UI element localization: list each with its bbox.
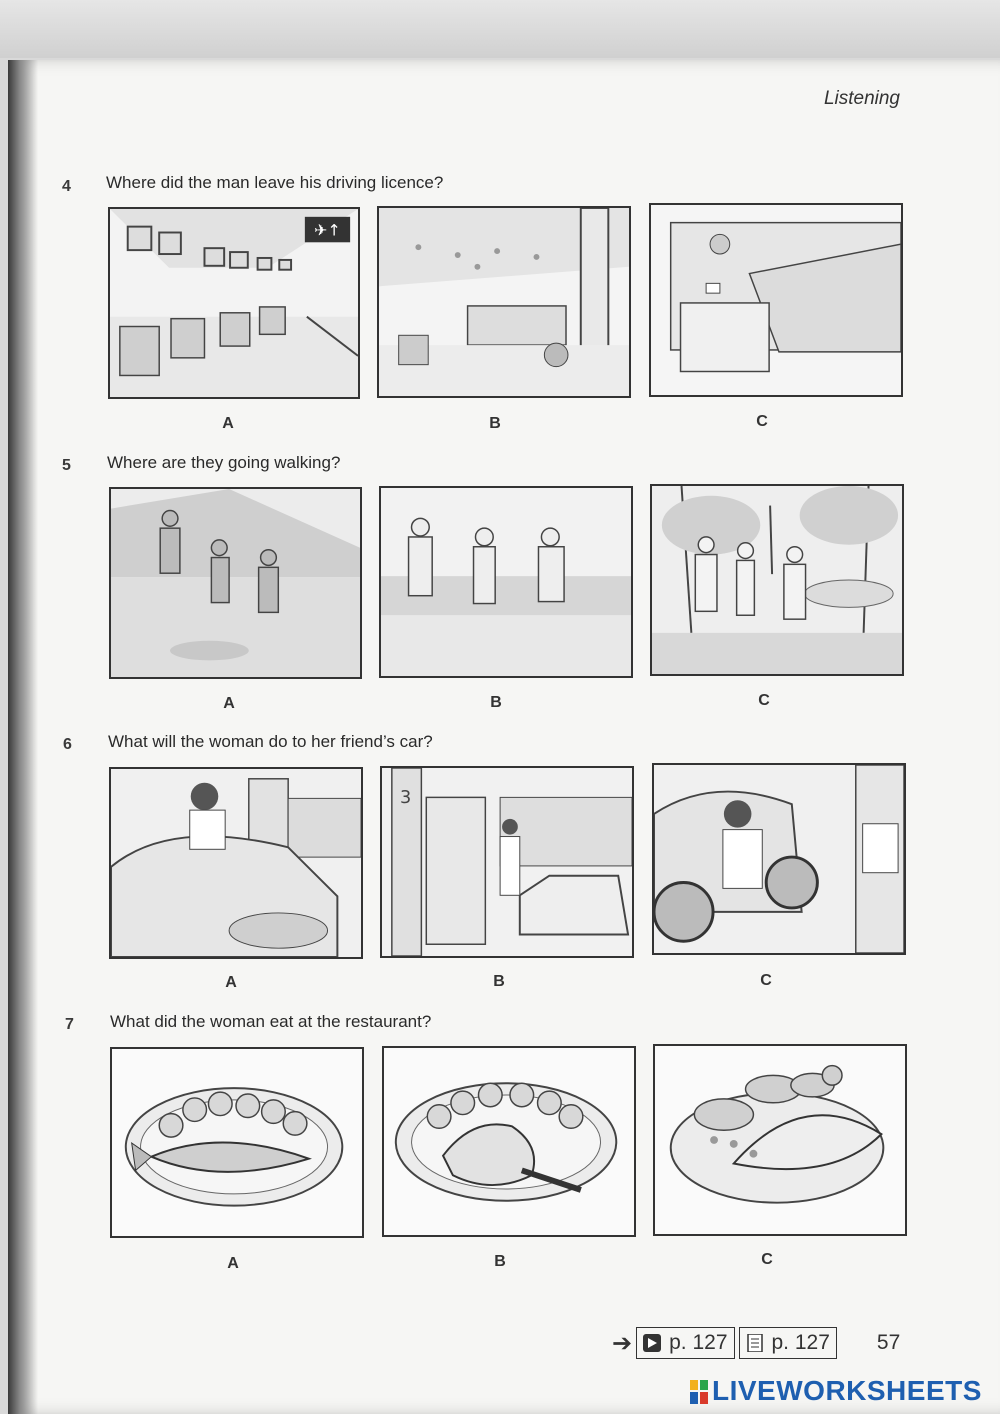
option-label: A	[222, 415, 234, 432]
script-reference[interactable]	[739, 1327, 837, 1359]
page-number: 57	[876, 1331, 901, 1354]
question-number: 7	[65, 1016, 74, 1033]
check-tyres-icon[interactable]	[652, 763, 906, 955]
audio-track-icon	[643, 1334, 661, 1352]
question-number: 6	[63, 736, 72, 753]
forest-walk-icon[interactable]	[650, 484, 904, 676]
option-label: B	[489, 415, 501, 432]
fill-petrol-icon[interactable]	[380, 766, 634, 958]
top-margin	[0, 0, 1000, 58]
option-label: B	[493, 973, 505, 990]
question-text: What did the woman eat at the restaurant?	[110, 1012, 432, 1031]
script-reference-page: p. 127	[771, 1331, 830, 1354]
option-label: A	[223, 695, 235, 712]
svg-text:✈↑: ✈↑	[314, 220, 341, 240]
option-label: B	[490, 694, 502, 711]
svg-text:3: 3	[399, 788, 412, 809]
watermark-text: LIVEWORKSHEETS	[712, 1375, 982, 1406]
fish-plate-icon[interactable]	[110, 1047, 364, 1238]
option-label: A	[227, 1255, 239, 1272]
option-label: B	[494, 1253, 506, 1270]
audio-reference[interactable]	[636, 1327, 734, 1359]
hills-walk-icon[interactable]	[109, 487, 362, 679]
omelette-plate-icon[interactable]	[653, 1044, 907, 1236]
option-label: C	[758, 692, 770, 709]
question-text: What will the woman do to her friend’s car?	[108, 732, 433, 751]
audio-reference-page: p. 127	[669, 1331, 728, 1354]
option-label: A	[225, 974, 237, 991]
document-icon	[746, 1334, 764, 1352]
hotel-lobby-icon[interactable]	[377, 206, 631, 398]
liveworksheets-logo-icon	[690, 1379, 708, 1403]
chicken-plate-icon[interactable]	[382, 1046, 636, 1237]
option-label: C	[756, 413, 768, 430]
page-footer	[612, 1326, 900, 1360]
wash-car-icon[interactable]	[109, 767, 363, 959]
airport-interior-icon[interactable]	[108, 207, 360, 399]
question-number: 5	[62, 457, 71, 474]
option-label: C	[760, 972, 772, 989]
liveworksheets-watermark	[690, 1376, 982, 1406]
question-text: Where did the man leave his driving licence?	[106, 173, 444, 192]
arrow-right-icon: ➔	[612, 1329, 633, 1357]
section-title: Listening	[823, 88, 900, 109]
bedroom-icon[interactable]	[649, 203, 903, 397]
beach-walk-icon[interactable]	[379, 486, 633, 678]
option-label: C	[761, 1251, 773, 1268]
question-number: 4	[62, 178, 71, 195]
page-binding-shadow	[8, 60, 38, 1414]
question-text: Where are they going walking?	[107, 453, 341, 472]
